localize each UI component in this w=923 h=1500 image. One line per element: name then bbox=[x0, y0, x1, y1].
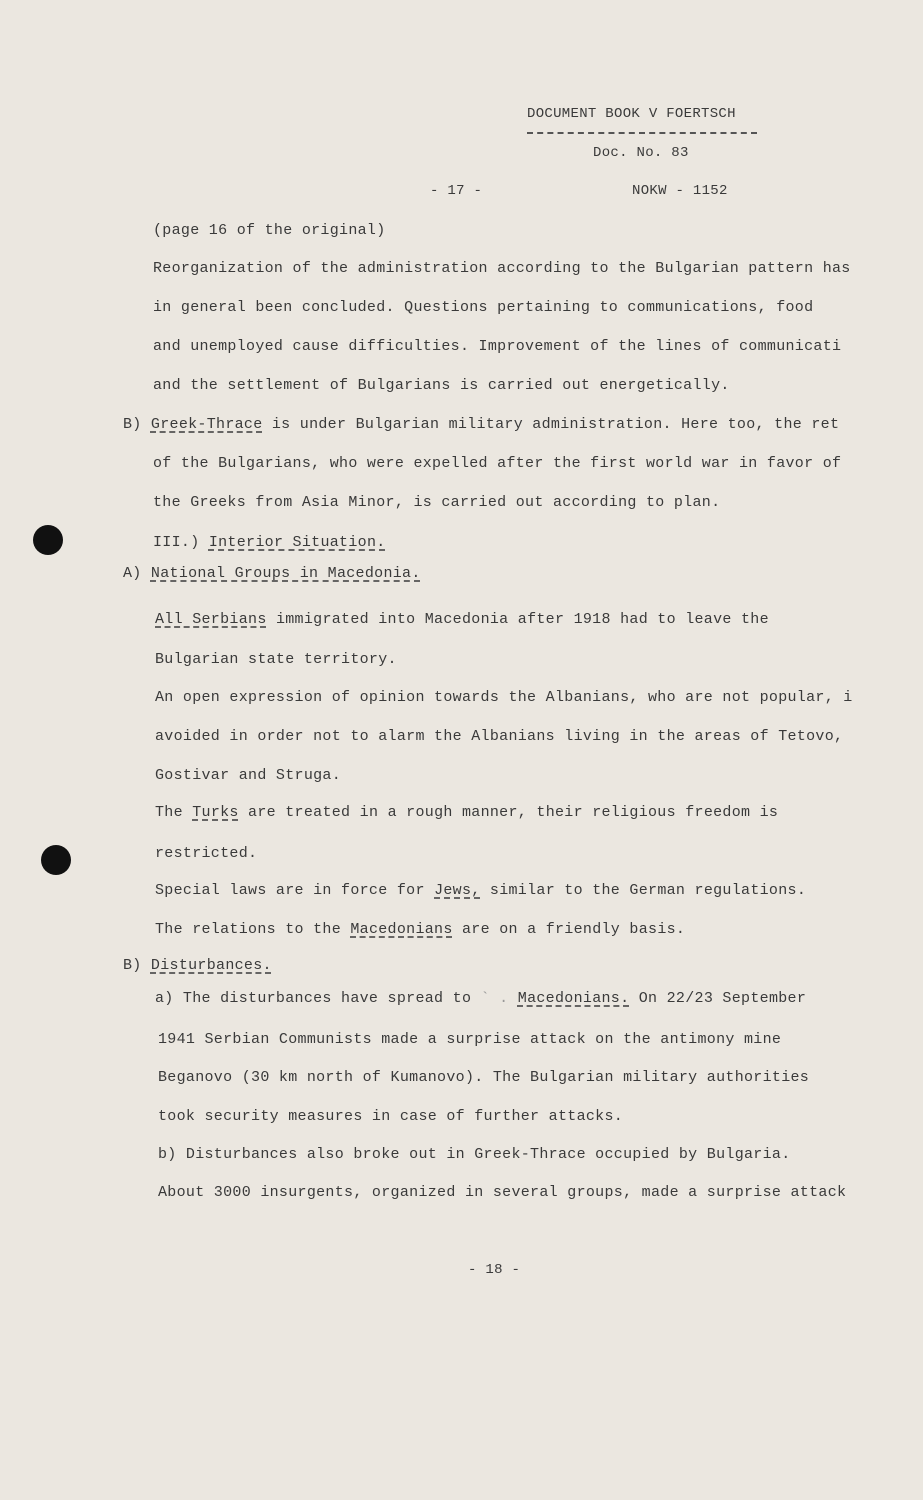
text-line: About 3000 insurgents, organized in several groups, made a surprise attack bbox=[158, 1184, 847, 1201]
text-line: in general been concluded. Questions pertaining to communications, food bbox=[153, 299, 814, 316]
section-label: III.) bbox=[153, 534, 200, 551]
underlined-term: All Serbians bbox=[155, 611, 267, 628]
text-line: Bulgarian state territory. bbox=[155, 651, 397, 668]
page-marker-top: - 17 - bbox=[430, 183, 483, 199]
document-number: Doc. No. 83 bbox=[593, 145, 689, 161]
section-label: A) bbox=[123, 565, 142, 582]
text-span: The bbox=[155, 804, 183, 821]
text-span: are treated in a rough manner, their religious freedom is bbox=[248, 804, 779, 821]
text-line: of the Bulgarians, who were expelled after the first world war in favor of bbox=[153, 455, 842, 472]
text-line: and the settlement of Bulgarians is carried out energetically. bbox=[153, 377, 730, 394]
page-reference: (page 16 of the original) bbox=[153, 222, 386, 239]
text-span: The relations to the bbox=[155, 921, 342, 938]
section-a-line bbox=[123, 565, 421, 582]
turks-line bbox=[155, 804, 778, 821]
greek-thrace-heading: Greek-Thrace bbox=[150, 416, 263, 433]
macedonians-line bbox=[155, 921, 685, 938]
section-b-disturbances-line bbox=[123, 957, 272, 974]
underlined-term: Macedonians bbox=[350, 921, 453, 938]
text-span: similar to the German regulations. bbox=[489, 882, 807, 899]
text-span: Special laws are in force for bbox=[155, 882, 425, 899]
text-line: Gostivar and Struga. bbox=[155, 767, 342, 784]
text-line: took security measures in case of further attacks. bbox=[158, 1108, 624, 1125]
section-b-thrace-line bbox=[123, 416, 839, 433]
text-line: Beganovo (30 km north of Kumanovo). The Bulgarian military authorities bbox=[158, 1069, 810, 1086]
text-span: On 22/23 September bbox=[638, 990, 807, 1007]
section-iii-line bbox=[153, 534, 386, 551]
disturbances-a-line bbox=[155, 990, 806, 1007]
text-span: a) The disturbances have spread to bbox=[155, 990, 472, 1007]
text-span: immigrated into Macedonia after 1918 had to leave the bbox=[275, 611, 769, 628]
text-line: the Greeks from Asia Minor, is carried out according to plan. bbox=[153, 494, 721, 511]
text-span: is under Bulgarian military administration. Here too, the ret bbox=[271, 416, 840, 433]
text-span: are on a friendly basis. bbox=[461, 921, 686, 938]
header-separator bbox=[527, 132, 757, 134]
text-line: An open expression of opinion towards the Albanians, who are not popular, i bbox=[155, 689, 853, 706]
document-book-title: DOCUMENT BOOK V FOERTSCH bbox=[527, 106, 736, 122]
text-line: and unemployed cause difficulties. Improvement of the lines of communicati bbox=[153, 338, 842, 355]
text-line: Reorganization of the administration according to the Bulgarian pattern has bbox=[153, 260, 851, 277]
serbians-line bbox=[155, 611, 769, 628]
nokw-number: NOKW - 1152 bbox=[632, 183, 728, 199]
text-line: avoided in order not to alarm the Albanians living in the areas of Tetovo, bbox=[155, 728, 844, 745]
underlined-term: Jews, bbox=[434, 882, 481, 899]
punch-hole bbox=[33, 525, 63, 555]
disturbances-heading: Disturbances. bbox=[150, 957, 272, 974]
national-groups-heading: National Groups in Macedonia. bbox=[150, 565, 421, 582]
section-label: B) bbox=[123, 957, 142, 974]
punch-hole bbox=[41, 845, 71, 875]
text-line: 1941 Serbian Communists made a surprise attack on the antimony mine bbox=[158, 1031, 782, 1048]
faded-mark: ` . bbox=[480, 990, 509, 1007]
underlined-term: Turks bbox=[192, 804, 239, 821]
section-label: B) bbox=[123, 416, 142, 433]
jews-line bbox=[155, 882, 806, 899]
page-marker-bottom: - 18 - bbox=[468, 1262, 521, 1278]
text-line: restricted. bbox=[155, 845, 258, 862]
underlined-term: Macedonians. bbox=[517, 990, 630, 1007]
text-line: b) Disturbances also broke out in Greek-Thrace occupied by Bulgaria. bbox=[158, 1146, 791, 1163]
interior-situation-heading: Interior Situation. bbox=[208, 534, 386, 551]
